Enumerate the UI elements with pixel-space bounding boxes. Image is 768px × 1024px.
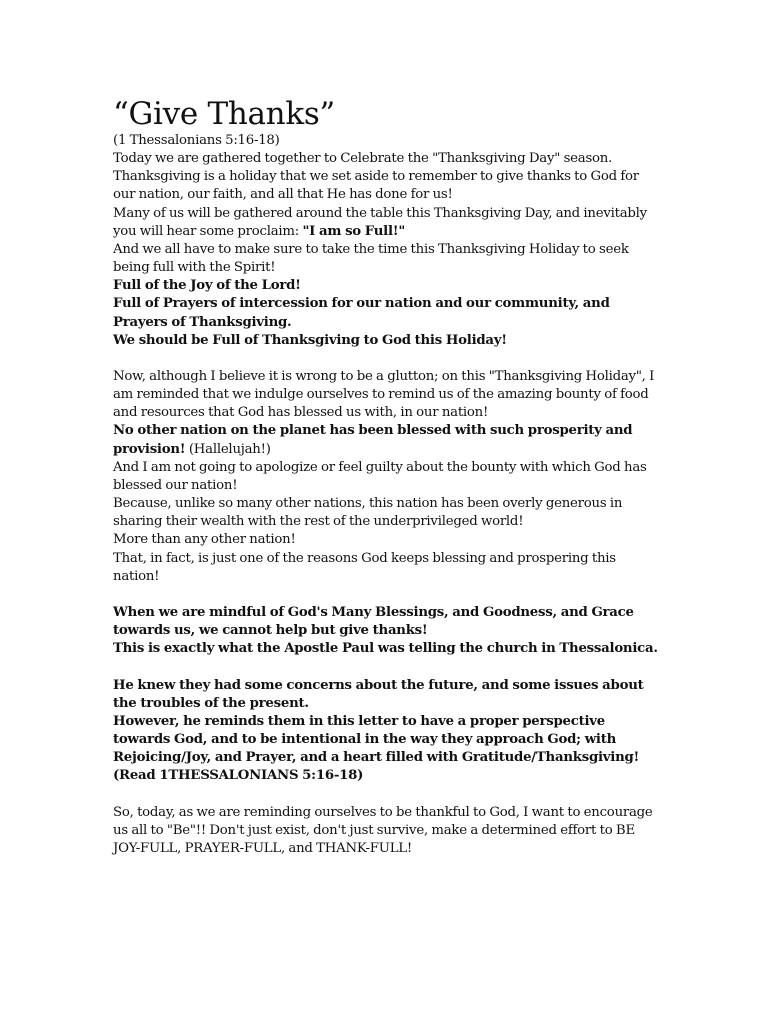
paragraph: So, today, as we are reminding ourselves to be thankful to God, I want to encourage us all to "Be"!! Don't just exist, don't just survive, make a determined effort to BE JOY-FULL, PRAYER-FULL, and THANK-FULL! [113, 804, 653, 857]
bold-paragraph: We should be Full of Thanksgiving to God this Holiday! [113, 332, 507, 348]
paragraph: Because, unlike so many other nations, this nation has been overly generous in sharing their wealth with the rest of the underprivileged world! [113, 496, 623, 530]
scripture-reference: (1 Thessalonians 5:16-18) [113, 133, 280, 148]
paragraph: More than any other nation! [113, 532, 296, 548]
paragraph-gap [113, 786, 658, 804]
bold-paragraph: When we are mindful of God's Many Blessings, and Goodness, and Grace towards us, we cannot help but give thanks! [113, 605, 634, 639]
paragraph: And we all have to make sure to take the time this Thanksgiving Holiday to seek being full with the Spirit! [113, 241, 629, 276]
emphasis-text: "I am so Full!" [302, 223, 406, 239]
bold-paragraph: (Read 1THESSALONIANS 5:16-18) [113, 768, 364, 784]
emphasis-text: No other nation on the planet has been blessed with such prosperity and provision! [113, 423, 633, 457]
paragraph-gap [113, 586, 658, 604]
document-title: “Give Thanks” [113, 96, 335, 132]
paragraph-text: Many of us will be gathered around the table this Thanksgiving Day, and inevitably you will hear some proclaim: [113, 205, 647, 239]
paragraph: Now, although I believe it is wrong to be a glutton; on this "Thanksgiving Holiday", I am reminded that we indulge ourselves to remind us of the amazing bounty of food and resources that God has blessed us with, in our nation! [113, 369, 655, 421]
paragraph [113, 422, 658, 458]
bold-paragraph: However, he reminds them in this letter to have a proper perspective towards God, and to be intentional in the way they approach God; with Rejoicing/Joy, and Prayer, and a heart filled with Gratitude/Thanksgiving! [113, 713, 640, 766]
paragraph: That, in fact, is just one of the reasons God keeps blessing and prospering this nation! [113, 550, 616, 584]
paragraph: And I am not going to apologize or feel guilty about the bounty with which God has blessed our nation! [113, 459, 647, 493]
paragraph [113, 205, 658, 241]
paragraph-gap [113, 350, 658, 368]
bold-paragraph: Full of Prayers of intercession for our nation and our community, and Prayers of Thanksgiving. [113, 296, 610, 330]
bold-paragraph: This is exactly what the Apostle Paul was telling the church in Thessalonica. [113, 641, 658, 657]
bold-paragraph: He knew they had some concerns about the future, and some issues about the troubles of the present. [113, 677, 644, 711]
bold-paragraph: Full of the Joy of the Lord! [113, 278, 301, 294]
document-body [113, 132, 658, 858]
paragraph-gap [113, 659, 658, 677]
paragraph-text: (Hallelujah!) [185, 441, 271, 457]
document-page [113, 96, 658, 858]
paragraph: Today we are gathered together to Celebrate the "Thanksgiving Day" season. Thanksgiving is a holiday that we set aside to remember to give thanks to God for our nation, our faith, and all that He has done for us! [113, 151, 639, 203]
